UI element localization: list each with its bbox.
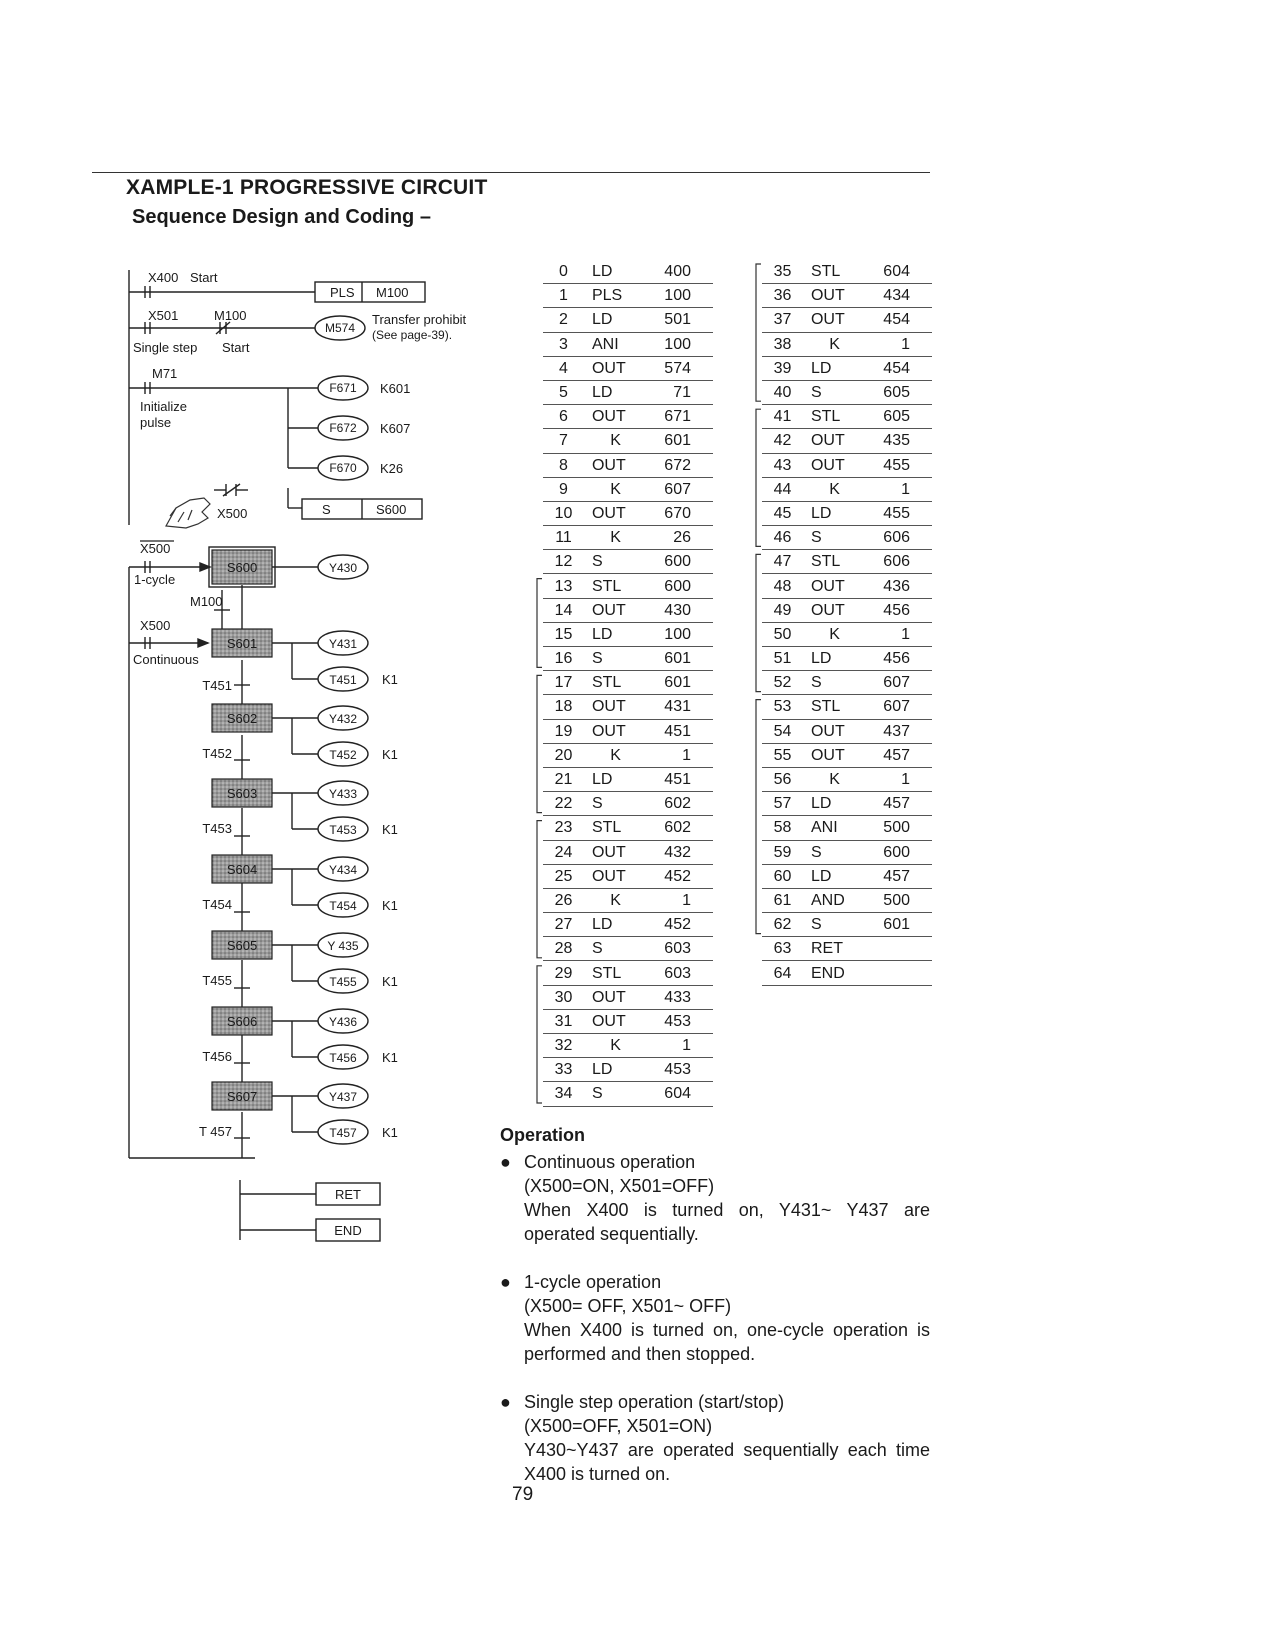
operand: 605 — [866, 380, 932, 404]
step-number: 9 — [543, 477, 584, 501]
step-number: 17 — [543, 671, 584, 695]
m100-label: M100 — [214, 308, 247, 323]
timer-label: T457 — [329, 1126, 357, 1140]
step-bracket — [537, 966, 542, 1103]
timer-label: T451 — [329, 673, 357, 687]
pls-label: PLS — [330, 285, 355, 300]
state-label: S601 — [226, 636, 258, 651]
timer-constant: K1 — [382, 974, 398, 989]
step-number: 12 — [543, 550, 584, 574]
operand: 670 — [647, 501, 713, 525]
operand: 100 — [647, 332, 713, 356]
instruction: K — [584, 888, 647, 912]
timer-label: T453 — [329, 823, 357, 837]
coil-label: Y437 — [328, 1090, 358, 1104]
operand: 672 — [647, 453, 713, 477]
timer-constant: K1 — [382, 898, 398, 913]
step-number: 34 — [543, 1082, 584, 1106]
operand: 432 — [647, 840, 713, 864]
instruction: K — [584, 477, 647, 501]
step-number: 7 — [543, 429, 584, 453]
step-number: 48 — [762, 574, 803, 598]
step-number: 35 — [762, 260, 803, 284]
step-number: 39 — [762, 356, 803, 380]
state-label: S600 — [226, 560, 258, 575]
instruction: OUT — [803, 308, 866, 332]
state-label: S603 — [226, 786, 258, 801]
instruction: S — [803, 380, 866, 404]
coil-label: Y436 — [328, 1015, 358, 1029]
step-number: 28 — [543, 937, 584, 961]
operand: 1 — [866, 477, 932, 501]
bullet-icon: ● — [500, 1392, 511, 1412]
operand: 457 — [866, 792, 932, 816]
step-number: 3 — [543, 332, 584, 356]
instruction: K — [803, 477, 866, 501]
step-number: 4 — [543, 356, 584, 380]
operand: 605 — [866, 405, 932, 429]
step-number: 31 — [543, 1009, 584, 1033]
step-number: 25 — [543, 864, 584, 888]
transfer-note-1: Transfer prohibit — [372, 312, 467, 327]
operation-name: Single step operation (start/stop) — [524, 1392, 785, 1412]
s600-box-label: S600 — [376, 502, 407, 517]
step-bracket — [756, 409, 761, 546]
step-number: 50 — [762, 622, 803, 646]
instruction: OUT — [803, 284, 866, 308]
coil-label: Y 435 — [327, 939, 359, 953]
timer-label: T452 — [329, 748, 357, 762]
step-number: 54 — [762, 719, 803, 743]
instruction: STL — [584, 574, 647, 598]
continuous-label: Continuous — [133, 652, 199, 667]
x501-label: X501 — [148, 308, 179, 323]
instruction: STL — [584, 671, 647, 695]
step-number: 62 — [762, 913, 803, 937]
instruction: LD — [803, 356, 866, 380]
coil-label: Y433 — [328, 787, 358, 801]
step-number: 26 — [543, 888, 584, 912]
instruction: K — [584, 526, 647, 550]
ret-label: RET — [335, 1187, 361, 1202]
instruction: S — [803, 526, 866, 550]
operand: 602 — [647, 792, 713, 816]
x500-label: X500 — [217, 506, 248, 521]
step-number: 0 — [543, 260, 584, 284]
operand: 607 — [866, 695, 932, 719]
x500-cont-label: X500 — [140, 618, 171, 633]
step-number: 40 — [762, 380, 803, 404]
step-number: 27 — [543, 913, 584, 937]
step-number: 11 — [543, 526, 584, 550]
f672-coil: F672 — [329, 421, 357, 435]
instruction: S — [584, 1082, 647, 1106]
instruction: K — [584, 743, 647, 767]
operand: 453 — [647, 1058, 713, 1082]
step-number: 43 — [762, 453, 803, 477]
operand: 601 — [866, 913, 932, 937]
operation-title: Operation — [500, 1125, 586, 1145]
operand: 671 — [647, 405, 713, 429]
operand: 457 — [866, 864, 932, 888]
operand: 431 — [647, 695, 713, 719]
operand: 433 — [647, 985, 713, 1009]
operand: 26 — [647, 526, 713, 550]
operand: 1 — [866, 622, 932, 646]
operand: 607 — [647, 477, 713, 501]
instruction: S — [803, 671, 866, 695]
operand: 600 — [866, 840, 932, 864]
step-number: 5 — [543, 380, 584, 404]
k26-label: K26 — [380, 461, 404, 476]
operand: 1 — [647, 888, 713, 912]
page-subtitle: Sequence Design and Coding – — [132, 206, 431, 228]
transition-label: T452 — [202, 746, 232, 761]
instruction: OUT — [584, 840, 647, 864]
instruction: OUT — [584, 501, 647, 525]
instruction: OUT — [803, 598, 866, 622]
instruction: LD — [584, 622, 647, 646]
operand: 435 — [866, 429, 932, 453]
operand: 430 — [647, 598, 713, 622]
timer-constant: K1 — [382, 822, 398, 837]
step-number: 19 — [543, 719, 584, 743]
end-label: END — [334, 1223, 362, 1238]
operand: 452 — [647, 864, 713, 888]
m574-coil: M574 — [324, 321, 356, 335]
instruction: OUT — [584, 719, 647, 743]
instruction: LD — [803, 792, 866, 816]
k601-label: K601 — [380, 381, 411, 396]
step-number: 21 — [543, 767, 584, 791]
step-number: 1 — [543, 284, 584, 308]
operand: 500 — [866, 816, 932, 840]
instruction: PLS — [584, 284, 647, 308]
operand: 451 — [647, 767, 713, 791]
transition-label: T456 — [202, 1049, 232, 1064]
operand: 603 — [647, 961, 713, 985]
instruction: STL — [803, 695, 866, 719]
step-number: 64 — [762, 961, 803, 985]
step-number: 33 — [543, 1058, 584, 1082]
instruction: OUT — [584, 864, 647, 888]
one-cycle-label: 1-cycle — [134, 572, 176, 587]
step-bracket — [537, 675, 542, 812]
transition-label: T453 — [202, 821, 232, 836]
step-bracket — [756, 700, 761, 934]
step-number: 47 — [762, 550, 803, 574]
step-number: 32 — [543, 1034, 584, 1058]
page-title: XAMPLE-1 PROGRESSIVE CIRCUIT — [126, 176, 488, 199]
operand: 604 — [866, 260, 932, 284]
operand: 500 — [866, 888, 932, 912]
initialize-label: Initialize — [140, 399, 187, 414]
page-number: 79 — [512, 1484, 534, 1505]
bullet-icon: ● — [500, 1272, 511, 1292]
step-number: 23 — [543, 816, 584, 840]
operand: 456 — [866, 598, 932, 622]
f671-coil: F671 — [329, 381, 357, 395]
step-number: 61 — [762, 888, 803, 912]
operand: 1 — [866, 332, 932, 356]
instruction: OUT — [584, 405, 647, 429]
step-number: 49 — [762, 598, 803, 622]
instruction: LD — [803, 647, 866, 671]
instruction: ANI — [803, 816, 866, 840]
start-label: Start — [190, 270, 218, 285]
step-number: 18 — [543, 695, 584, 719]
operand: 453 — [647, 1009, 713, 1033]
operand: 606 — [866, 526, 932, 550]
bullet-icon: ● — [500, 1152, 511, 1172]
operand: 604 — [647, 1082, 713, 1106]
m100-branch-label: M100 — [190, 594, 223, 609]
x500-bar-label: X500 — [140, 541, 171, 556]
instruction: STL — [584, 816, 647, 840]
instruction: OUT — [803, 743, 866, 767]
instruction: K — [803, 767, 866, 791]
instruction: OUT — [584, 985, 647, 1009]
instruction: LD — [584, 767, 647, 791]
instruction: OUT — [584, 1009, 647, 1033]
instruction: LD — [584, 308, 647, 332]
step-number: 53 — [762, 695, 803, 719]
operation-item-1-cycle — [500, 1270, 930, 1366]
step-number: 51 — [762, 647, 803, 671]
instruction: LD — [584, 1058, 647, 1082]
transition-label: T451 — [202, 678, 232, 693]
step-number: 56 — [762, 767, 803, 791]
instruction: S — [584, 550, 647, 574]
state-label: S602 — [226, 711, 258, 726]
step-number: 37 — [762, 308, 803, 332]
operation-name: Continuous operation — [524, 1152, 696, 1172]
operation-description: Y430~Y437 are operated sequentially each time X400 is turned on. — [524, 1440, 930, 1484]
instruction: OUT — [803, 719, 866, 743]
coil-label: Y431 — [328, 637, 358, 651]
operand: 607 — [866, 671, 932, 695]
operation-item-single-step — [500, 1390, 930, 1486]
step-number: 30 — [543, 985, 584, 1009]
operand: 606 — [866, 550, 932, 574]
step-number: 60 — [762, 864, 803, 888]
instruction: LD — [803, 501, 866, 525]
operation-condition: (X500= OFF, X501~ OFF) — [524, 1296, 732, 1316]
operation-condition: (X500=OFF, X501=ON) — [524, 1416, 713, 1436]
step-number: 55 — [762, 743, 803, 767]
operation-item-continuous — [500, 1150, 930, 1246]
instruction: S — [584, 792, 647, 816]
transition-label: T455 — [202, 973, 232, 988]
step-number: 44 — [762, 477, 803, 501]
instruction: LD — [584, 913, 647, 937]
operand: 454 — [866, 356, 932, 380]
instruction: OUT — [584, 453, 647, 477]
m71-label: M71 — [152, 366, 178, 381]
step-number: 41 — [762, 405, 803, 429]
operand: 455 — [866, 501, 932, 525]
operation-description: When X400 is turned on, one-cycle operation is performed and then stopped. — [524, 1320, 930, 1364]
step-number: 24 — [543, 840, 584, 864]
operand: 437 — [866, 719, 932, 743]
operand: 600 — [647, 574, 713, 598]
state-label: S607 — [226, 1089, 258, 1104]
operand: 602 — [647, 816, 713, 840]
state-label: S605 — [226, 938, 258, 953]
f670-coil: F670 — [329, 461, 357, 475]
step-number: 2 — [543, 308, 584, 332]
operand: 452 — [647, 913, 713, 937]
instruction: K — [584, 429, 647, 453]
transition-label: T454 — [202, 897, 232, 912]
instruction: STL — [584, 961, 647, 985]
m100-coil: M100 — [376, 285, 409, 300]
timer-label: T456 — [329, 1051, 357, 1065]
operand: 501 — [647, 308, 713, 332]
timer-constant: K1 — [382, 1050, 398, 1065]
operand: 100 — [647, 284, 713, 308]
operand: 455 — [866, 453, 932, 477]
step-bracket — [537, 579, 542, 668]
start-label-2: Start — [222, 340, 250, 355]
operand: 601 — [647, 647, 713, 671]
step-number: 46 — [762, 526, 803, 550]
instruction: S — [803, 913, 866, 937]
instruction: K — [803, 622, 866, 646]
timer-constant: K1 — [382, 1125, 398, 1140]
step-number: 57 — [762, 792, 803, 816]
operand: 1 — [866, 767, 932, 791]
instruction: STL — [803, 405, 866, 429]
step-number: 16 — [543, 647, 584, 671]
operand: 436 — [866, 574, 932, 598]
instruction: S — [584, 937, 647, 961]
instruction: LD — [803, 864, 866, 888]
step-number: 20 — [543, 743, 584, 767]
step-number: 6 — [543, 405, 584, 429]
operation-description: When X400 is turned on, Y431~ Y437 are operated sequentially. — [524, 1200, 930, 1244]
step-bracket — [756, 264, 761, 401]
step-bracket — [537, 821, 542, 958]
step-number: 45 — [762, 501, 803, 525]
instruction: LD — [584, 380, 647, 404]
instruction: ANI — [584, 332, 647, 356]
operation-name: 1-cycle operation — [524, 1272, 662, 1292]
single-step-label: Single step — [133, 340, 198, 355]
step-number: 63 — [762, 937, 803, 961]
instruction: S — [803, 840, 866, 864]
operand: 601 — [647, 429, 713, 453]
instruction: END — [803, 961, 866, 985]
instruction: OUT — [803, 574, 866, 598]
operand: 457 — [866, 743, 932, 767]
instruction: AND — [803, 888, 866, 912]
instruction: OUT — [803, 429, 866, 453]
instruction: LD — [584, 260, 647, 284]
coil-label: Y430 — [328, 561, 358, 575]
operand: 574 — [647, 356, 713, 380]
state-label: S604 — [226, 862, 258, 877]
transfer-note-2: (See page-39). — [372, 328, 453, 342]
operand: 400 — [647, 260, 713, 284]
step-number: 13 — [543, 574, 584, 598]
step-number: 58 — [762, 816, 803, 840]
operand: 1 — [647, 1034, 713, 1058]
timer-constant: K1 — [382, 747, 398, 762]
operand: 601 — [647, 671, 713, 695]
step-number: 52 — [762, 671, 803, 695]
operand: 603 — [647, 937, 713, 961]
k607-label: K607 — [380, 421, 411, 436]
instruction: S — [584, 647, 647, 671]
step-number: 38 — [762, 332, 803, 356]
operand: 454 — [866, 308, 932, 332]
instruction: RET — [803, 937, 866, 961]
step-number: 59 — [762, 840, 803, 864]
operand: 71 — [647, 380, 713, 404]
coil-label: Y434 — [328, 863, 358, 877]
step-number: 14 — [543, 598, 584, 622]
x400-label: X400 — [148, 270, 179, 285]
timer-label: T455 — [329, 975, 357, 989]
instruction: OUT — [584, 356, 647, 380]
instruction: K — [584, 1034, 647, 1058]
instruction: STL — [803, 260, 866, 284]
coil-label: Y432 — [328, 712, 358, 726]
instruction: OUT — [584, 598, 647, 622]
instruction: K — [803, 332, 866, 356]
step-number: 15 — [543, 622, 584, 646]
operand: 451 — [647, 719, 713, 743]
state-label: S606 — [226, 1014, 258, 1029]
step-number: 8 — [543, 453, 584, 477]
step-number: 42 — [762, 429, 803, 453]
operand: 600 — [647, 550, 713, 574]
operand: 456 — [866, 647, 932, 671]
timer-label: T454 — [329, 899, 357, 913]
instruction: OUT — [584, 695, 647, 719]
step-bracket — [756, 554, 761, 691]
operand: 100 — [647, 622, 713, 646]
timer-constant: K1 — [382, 672, 398, 687]
step-number: 22 — [543, 792, 584, 816]
instruction: OUT — [803, 453, 866, 477]
operand: 1 — [647, 743, 713, 767]
operation-condition: (X500=ON, X501=OFF) — [524, 1176, 715, 1196]
step-number: 10 — [543, 501, 584, 525]
s-label: S — [322, 502, 331, 517]
step-number: 29 — [543, 961, 584, 985]
step-number: 36 — [762, 284, 803, 308]
pulse-label: pulse — [140, 415, 172, 430]
operand: 434 — [866, 284, 932, 308]
instruction: STL — [803, 550, 866, 574]
transition-label: T 457 — [198, 1124, 232, 1139]
